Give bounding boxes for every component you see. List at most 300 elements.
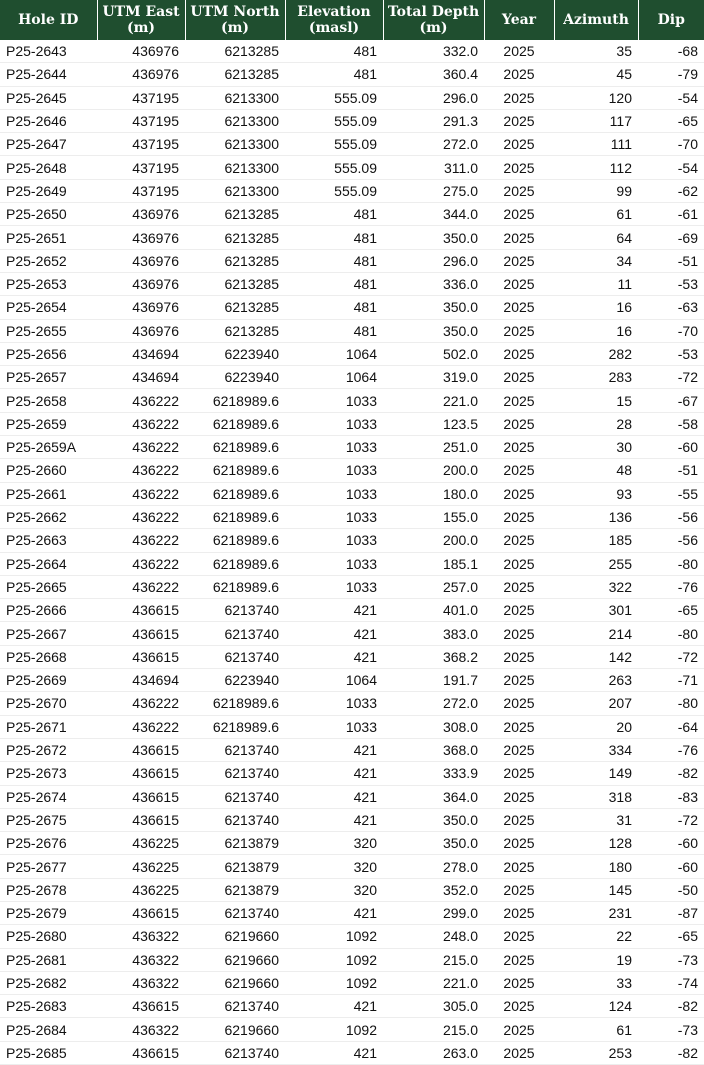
cell-dip: -56	[638, 529, 704, 552]
cell-dip: -71	[638, 669, 704, 692]
cell-hole-id: P25-2679	[0, 901, 97, 924]
cell-dip: -72	[638, 645, 704, 668]
cell-elevation: 481	[285, 319, 383, 342]
cell-total-depth: 191.7	[383, 669, 484, 692]
cell-azimuth: 64	[554, 226, 638, 249]
cell-azimuth: 111	[554, 133, 638, 156]
table-row	[0, 1041, 704, 1064]
cell-elevation: 481	[285, 40, 383, 63]
cell-utm-north: 6219660	[185, 948, 285, 971]
cell-year: 2025	[484, 412, 554, 435]
cell-utm-north: 6213285	[185, 203, 285, 226]
cell-utm-east: 436222	[97, 715, 185, 738]
cell-utm-north: 6213740	[185, 762, 285, 785]
cell-dip: -65	[638, 599, 704, 622]
cell-total-depth: 263.0	[383, 1041, 484, 1064]
cell-hole-id: P25-2674	[0, 785, 97, 808]
table-row	[0, 785, 704, 808]
cell-utm-north: 6213740	[185, 808, 285, 831]
cell-utm-north: 6219660	[185, 1018, 285, 1041]
cell-dip: -56	[638, 505, 704, 528]
cell-year: 2025	[484, 645, 554, 668]
cell-utm-east: 436225	[97, 855, 185, 878]
cell-utm-east: 434694	[97, 366, 185, 389]
cell-total-depth: 291.3	[383, 109, 484, 132]
table-row	[0, 109, 704, 132]
cell-dip: -80	[638, 692, 704, 715]
cell-utm-north: 6218989.6	[185, 552, 285, 575]
cell-azimuth: 142	[554, 645, 638, 668]
table-row	[0, 669, 704, 692]
cell-elevation: 320	[285, 832, 383, 855]
column-header-azimuth	[554, 0, 638, 40]
column-header-text: (m)	[220, 20, 250, 36]
cell-year: 2025	[484, 762, 554, 785]
cell-dip: -79	[638, 63, 704, 86]
cell-utm-north: 6218989.6	[185, 389, 285, 412]
cell-utm-east: 437195	[97, 109, 185, 132]
cell-total-depth: 383.0	[383, 622, 484, 645]
cell-hole-id: P25-2654	[0, 296, 97, 319]
cell-utm-east: 436615	[97, 808, 185, 831]
cell-utm-north: 6213740	[185, 622, 285, 645]
cell-total-depth: 401.0	[383, 599, 484, 622]
cell-utm-north: 6213300	[185, 133, 285, 156]
cell-utm-east: 436615	[97, 645, 185, 668]
cell-year: 2025	[484, 1018, 554, 1041]
cell-azimuth: 282	[554, 342, 638, 365]
cell-dip: -65	[638, 109, 704, 132]
cell-hole-id: P25-2665	[0, 575, 97, 598]
cell-total-depth: 319.0	[383, 366, 484, 389]
cell-utm-east: 436976	[97, 226, 185, 249]
cell-total-depth: 200.0	[383, 459, 484, 482]
cell-dip: -80	[638, 552, 704, 575]
cell-dip: -82	[638, 762, 704, 785]
cell-utm-east: 436976	[97, 249, 185, 272]
cell-azimuth: 214	[554, 622, 638, 645]
cell-utm-north: 6213285	[185, 249, 285, 272]
cell-utm-east: 436976	[97, 203, 185, 226]
cell-utm-east: 436322	[97, 971, 185, 994]
column-header-text: Hole ID	[18, 12, 79, 28]
cell-dip: -72	[638, 366, 704, 389]
cell-azimuth: 283	[554, 366, 638, 389]
cell-azimuth: 149	[554, 762, 638, 785]
cell-year: 2025	[484, 133, 554, 156]
cell-year: 2025	[484, 389, 554, 412]
cell-total-depth: 221.0	[383, 971, 484, 994]
cell-total-depth: 215.0	[383, 948, 484, 971]
table-row	[0, 552, 704, 575]
cell-elevation: 421	[285, 645, 383, 668]
cell-year: 2025	[484, 203, 554, 226]
cell-hole-id: P25-2646	[0, 109, 97, 132]
cell-hole-id: P25-2655	[0, 319, 97, 342]
cell-azimuth: 99	[554, 179, 638, 202]
table-header-row	[0, 0, 704, 40]
cell-total-depth: 350.0	[383, 226, 484, 249]
cell-utm-east: 437195	[97, 156, 185, 179]
cell-year: 2025	[484, 296, 554, 319]
cell-hole-id: P25-2662	[0, 505, 97, 528]
cell-hole-id: P25-2664	[0, 552, 97, 575]
table-row	[0, 901, 704, 924]
column-header-text: Azimuth	[563, 12, 629, 28]
cell-utm-east: 436976	[97, 296, 185, 319]
cell-elevation: 1033	[285, 715, 383, 738]
cell-hole-id: P25-2658	[0, 389, 97, 412]
cell-utm-east: 436615	[97, 901, 185, 924]
cell-dip: -54	[638, 156, 704, 179]
cell-utm-north: 6213300	[185, 156, 285, 179]
cell-azimuth: 45	[554, 63, 638, 86]
cell-utm-north: 6213285	[185, 319, 285, 342]
cell-utm-east: 436222	[97, 575, 185, 598]
cell-total-depth: 248.0	[383, 925, 484, 948]
cell-utm-east: 436976	[97, 63, 185, 86]
cell-dip: -51	[638, 249, 704, 272]
cell-total-depth: 215.0	[383, 1018, 484, 1041]
cell-utm-east: 436322	[97, 948, 185, 971]
cell-utm-north: 6219660	[185, 971, 285, 994]
cell-total-depth: 360.4	[383, 63, 484, 86]
cell-elevation: 555.09	[285, 86, 383, 109]
table-row	[0, 599, 704, 622]
cell-dip: -74	[638, 971, 704, 994]
cell-utm-east: 436225	[97, 832, 185, 855]
cell-year: 2025	[484, 575, 554, 598]
cell-azimuth: 318	[554, 785, 638, 808]
cell-elevation: 1033	[285, 412, 383, 435]
cell-dip: -58	[638, 412, 704, 435]
cell-hole-id: P25-2673	[0, 762, 97, 785]
cell-utm-east: 436615	[97, 785, 185, 808]
cell-elevation: 1092	[285, 925, 383, 948]
cell-year: 2025	[484, 669, 554, 692]
column-header-text: (m)	[419, 20, 448, 36]
cell-elevation: 481	[285, 272, 383, 295]
table-row	[0, 63, 704, 86]
cell-hole-id: P25-2669	[0, 669, 97, 692]
cell-year: 2025	[484, 226, 554, 249]
cell-azimuth: 48	[554, 459, 638, 482]
cell-total-depth: 311.0	[383, 156, 484, 179]
cell-elevation: 1033	[285, 389, 383, 412]
cell-utm-east: 436222	[97, 459, 185, 482]
cell-total-depth: 155.0	[383, 505, 484, 528]
cell-hole-id: P25-2670	[0, 692, 97, 715]
table-row	[0, 855, 704, 878]
cell-azimuth: 22	[554, 925, 638, 948]
cell-azimuth: 180	[554, 855, 638, 878]
cell-year: 2025	[484, 832, 554, 855]
cell-utm-north: 6218989.6	[185, 715, 285, 738]
column-header-utm-east	[97, 0, 185, 40]
cell-elevation: 1033	[285, 459, 383, 482]
cell-total-depth: 305.0	[383, 995, 484, 1018]
cell-total-depth: 368.2	[383, 645, 484, 668]
table-row	[0, 645, 704, 668]
cell-azimuth: 61	[554, 203, 638, 226]
cell-elevation: 421	[285, 738, 383, 761]
cell-year: 2025	[484, 459, 554, 482]
cell-total-depth: 185.1	[383, 552, 484, 575]
cell-dip: -53	[638, 342, 704, 365]
cell-azimuth: 322	[554, 575, 638, 598]
cell-utm-north: 6213740	[185, 995, 285, 1018]
cell-dip: -65	[638, 925, 704, 948]
cell-year: 2025	[484, 785, 554, 808]
cell-dip: -67	[638, 389, 704, 412]
cell-utm-north: 6213740	[185, 901, 285, 924]
cell-dip: -64	[638, 715, 704, 738]
cell-hole-id: P25-2644	[0, 63, 97, 86]
table-row	[0, 156, 704, 179]
cell-utm-north: 6218989.6	[185, 692, 285, 715]
table-row	[0, 995, 704, 1018]
cell-azimuth: 28	[554, 412, 638, 435]
column-header-text: UTM East	[102, 4, 180, 20]
cell-hole-id: P25-2684	[0, 1018, 97, 1041]
cell-utm-east: 436322	[97, 1018, 185, 1041]
cell-dip: -68	[638, 40, 704, 63]
table-row	[0, 40, 704, 63]
cell-total-depth: 344.0	[383, 203, 484, 226]
column-header-text: Year	[501, 12, 537, 28]
cell-utm-east: 436222	[97, 529, 185, 552]
cell-utm-north: 6213740	[185, 599, 285, 622]
cell-dip: -73	[638, 1018, 704, 1041]
table-row	[0, 272, 704, 295]
cell-azimuth: 253	[554, 1041, 638, 1064]
cell-elevation: 481	[285, 63, 383, 86]
table-row	[0, 436, 704, 459]
table-row	[0, 1018, 704, 1041]
cell-total-depth: 336.0	[383, 272, 484, 295]
cell-elevation: 1064	[285, 342, 383, 365]
cell-dip: -82	[638, 995, 704, 1018]
cell-elevation: 1064	[285, 669, 383, 692]
table-row	[0, 925, 704, 948]
cell-year: 2025	[484, 878, 554, 901]
cell-elevation: 421	[285, 785, 383, 808]
cell-hole-id: P25-2660	[0, 459, 97, 482]
cell-total-depth: 296.0	[383, 249, 484, 272]
cell-total-depth: 350.0	[383, 296, 484, 319]
table-row	[0, 715, 704, 738]
cell-utm-north: 6213740	[185, 645, 285, 668]
cell-hole-id: P25-2676	[0, 832, 97, 855]
cell-dip: -82	[638, 1041, 704, 1064]
cell-total-depth: 368.0	[383, 738, 484, 761]
column-header-dip	[638, 0, 704, 40]
cell-azimuth: 31	[554, 808, 638, 831]
cell-hole-id: P25-2656	[0, 342, 97, 365]
cell-azimuth: 263	[554, 669, 638, 692]
cell-year: 2025	[484, 482, 554, 505]
cell-utm-north: 6213300	[185, 179, 285, 202]
cell-dip: -83	[638, 785, 704, 808]
cell-year: 2025	[484, 808, 554, 831]
cell-hole-id: P25-2659	[0, 412, 97, 435]
cell-utm-east: 436976	[97, 319, 185, 342]
cell-utm-north: 6213879	[185, 878, 285, 901]
cell-utm-north: 6213879	[185, 855, 285, 878]
cell-total-depth: 278.0	[383, 855, 484, 878]
table-row	[0, 319, 704, 342]
table-body	[0, 40, 704, 1065]
cell-azimuth: 16	[554, 319, 638, 342]
cell-utm-north: 6218989.6	[185, 482, 285, 505]
cell-utm-east: 436322	[97, 925, 185, 948]
cell-year: 2025	[484, 436, 554, 459]
table-row	[0, 808, 704, 831]
cell-utm-east: 436615	[97, 762, 185, 785]
column-header-text: (masl)	[308, 20, 360, 36]
table-row	[0, 412, 704, 435]
cell-dip: -69	[638, 226, 704, 249]
table-row	[0, 296, 704, 319]
cell-utm-east: 436222	[97, 436, 185, 459]
table-row	[0, 738, 704, 761]
cell-total-depth: 296.0	[383, 86, 484, 109]
cell-total-depth: 257.0	[383, 575, 484, 598]
cell-total-depth: 352.0	[383, 878, 484, 901]
cell-dip: -50	[638, 878, 704, 901]
cell-azimuth: 185	[554, 529, 638, 552]
cell-year: 2025	[484, 319, 554, 342]
cell-utm-north: 6213879	[185, 832, 285, 855]
cell-dip: -63	[638, 296, 704, 319]
table-row	[0, 249, 704, 272]
cell-utm-north: 6218989.6	[185, 529, 285, 552]
column-header-text: Total Depth	[387, 4, 480, 20]
cell-hole-id: P25-2659A	[0, 436, 97, 459]
cell-dip: -55	[638, 482, 704, 505]
cell-azimuth: 93	[554, 482, 638, 505]
cell-total-depth: 350.0	[383, 808, 484, 831]
cell-total-depth: 221.0	[383, 389, 484, 412]
cell-elevation: 1064	[285, 366, 383, 389]
cell-hole-id: P25-2666	[0, 599, 97, 622]
cell-dip: -51	[638, 459, 704, 482]
cell-utm-north: 6219660	[185, 925, 285, 948]
cell-hole-id: P25-2648	[0, 156, 97, 179]
cell-year: 2025	[484, 599, 554, 622]
table-row	[0, 692, 704, 715]
cell-azimuth: 145	[554, 878, 638, 901]
cell-dip: -80	[638, 622, 704, 645]
cell-utm-north: 6213285	[185, 226, 285, 249]
cell-total-depth: 123.5	[383, 412, 484, 435]
cell-year: 2025	[484, 366, 554, 389]
cell-year: 2025	[484, 901, 554, 924]
cell-year: 2025	[484, 109, 554, 132]
cell-year: 2025	[484, 738, 554, 761]
cell-hole-id: P25-2668	[0, 645, 97, 668]
column-header-text: Dip	[657, 12, 685, 28]
cell-utm-north: 6218989.6	[185, 505, 285, 528]
column-header-hole-id	[0, 0, 97, 40]
cell-utm-north: 6213300	[185, 86, 285, 109]
cell-elevation: 320	[285, 855, 383, 878]
cell-elevation: 1092	[285, 948, 383, 971]
column-header-year	[484, 0, 554, 40]
cell-azimuth: 15	[554, 389, 638, 412]
table-row	[0, 366, 704, 389]
cell-year: 2025	[484, 948, 554, 971]
cell-total-depth: 364.0	[383, 785, 484, 808]
cell-hole-id: P25-2667	[0, 622, 97, 645]
cell-utm-east: 437195	[97, 179, 185, 202]
cell-year: 2025	[484, 63, 554, 86]
cell-utm-east: 434694	[97, 669, 185, 692]
cell-total-depth: 251.0	[383, 436, 484, 459]
cell-year: 2025	[484, 622, 554, 645]
cell-total-depth: 180.0	[383, 482, 484, 505]
table-row	[0, 529, 704, 552]
cell-hole-id: P25-2663	[0, 529, 97, 552]
cell-year: 2025	[484, 86, 554, 109]
cell-total-depth: 332.0	[383, 40, 484, 63]
cell-year: 2025	[484, 855, 554, 878]
cell-hole-id: P25-2671	[0, 715, 97, 738]
cell-utm-north: 6213285	[185, 296, 285, 319]
cell-azimuth: 112	[554, 156, 638, 179]
cell-total-depth: 502.0	[383, 342, 484, 365]
cell-total-depth: 272.0	[383, 133, 484, 156]
cell-elevation: 555.09	[285, 109, 383, 132]
cell-hole-id: P25-2681	[0, 948, 97, 971]
cell-dip: -87	[638, 901, 704, 924]
cell-azimuth: 207	[554, 692, 638, 715]
cell-azimuth: 19	[554, 948, 638, 971]
cell-utm-north: 6218989.6	[185, 575, 285, 598]
cell-hole-id: P25-2661	[0, 482, 97, 505]
cell-hole-id: P25-2643	[0, 40, 97, 63]
cell-year: 2025	[484, 552, 554, 575]
table-row	[0, 878, 704, 901]
table-row	[0, 971, 704, 994]
column-header-text: (m)	[126, 20, 156, 36]
cell-elevation: 1033	[285, 552, 383, 575]
cell-utm-north: 6213285	[185, 40, 285, 63]
cell-year: 2025	[484, 249, 554, 272]
cell-azimuth: 11	[554, 272, 638, 295]
cell-hole-id: P25-2677	[0, 855, 97, 878]
cell-year: 2025	[484, 529, 554, 552]
cell-utm-north: 6213740	[185, 785, 285, 808]
table-row	[0, 948, 704, 971]
cell-azimuth: 128	[554, 832, 638, 855]
cell-hole-id: P25-2653	[0, 272, 97, 295]
cell-utm-north: 6213740	[185, 738, 285, 761]
cell-dip: -70	[638, 133, 704, 156]
cell-utm-east: 436222	[97, 482, 185, 505]
cell-total-depth: 333.9	[383, 762, 484, 785]
cell-utm-east: 436225	[97, 878, 185, 901]
cell-elevation: 421	[285, 995, 383, 1018]
cell-hole-id: P25-2672	[0, 738, 97, 761]
cell-hole-id: P25-2649	[0, 179, 97, 202]
cell-hole-id: P25-2685	[0, 1041, 97, 1064]
cell-elevation: 421	[285, 808, 383, 831]
table-row	[0, 459, 704, 482]
cell-dip: -62	[638, 179, 704, 202]
cell-utm-east: 436615	[97, 995, 185, 1018]
cell-elevation: 1033	[285, 692, 383, 715]
